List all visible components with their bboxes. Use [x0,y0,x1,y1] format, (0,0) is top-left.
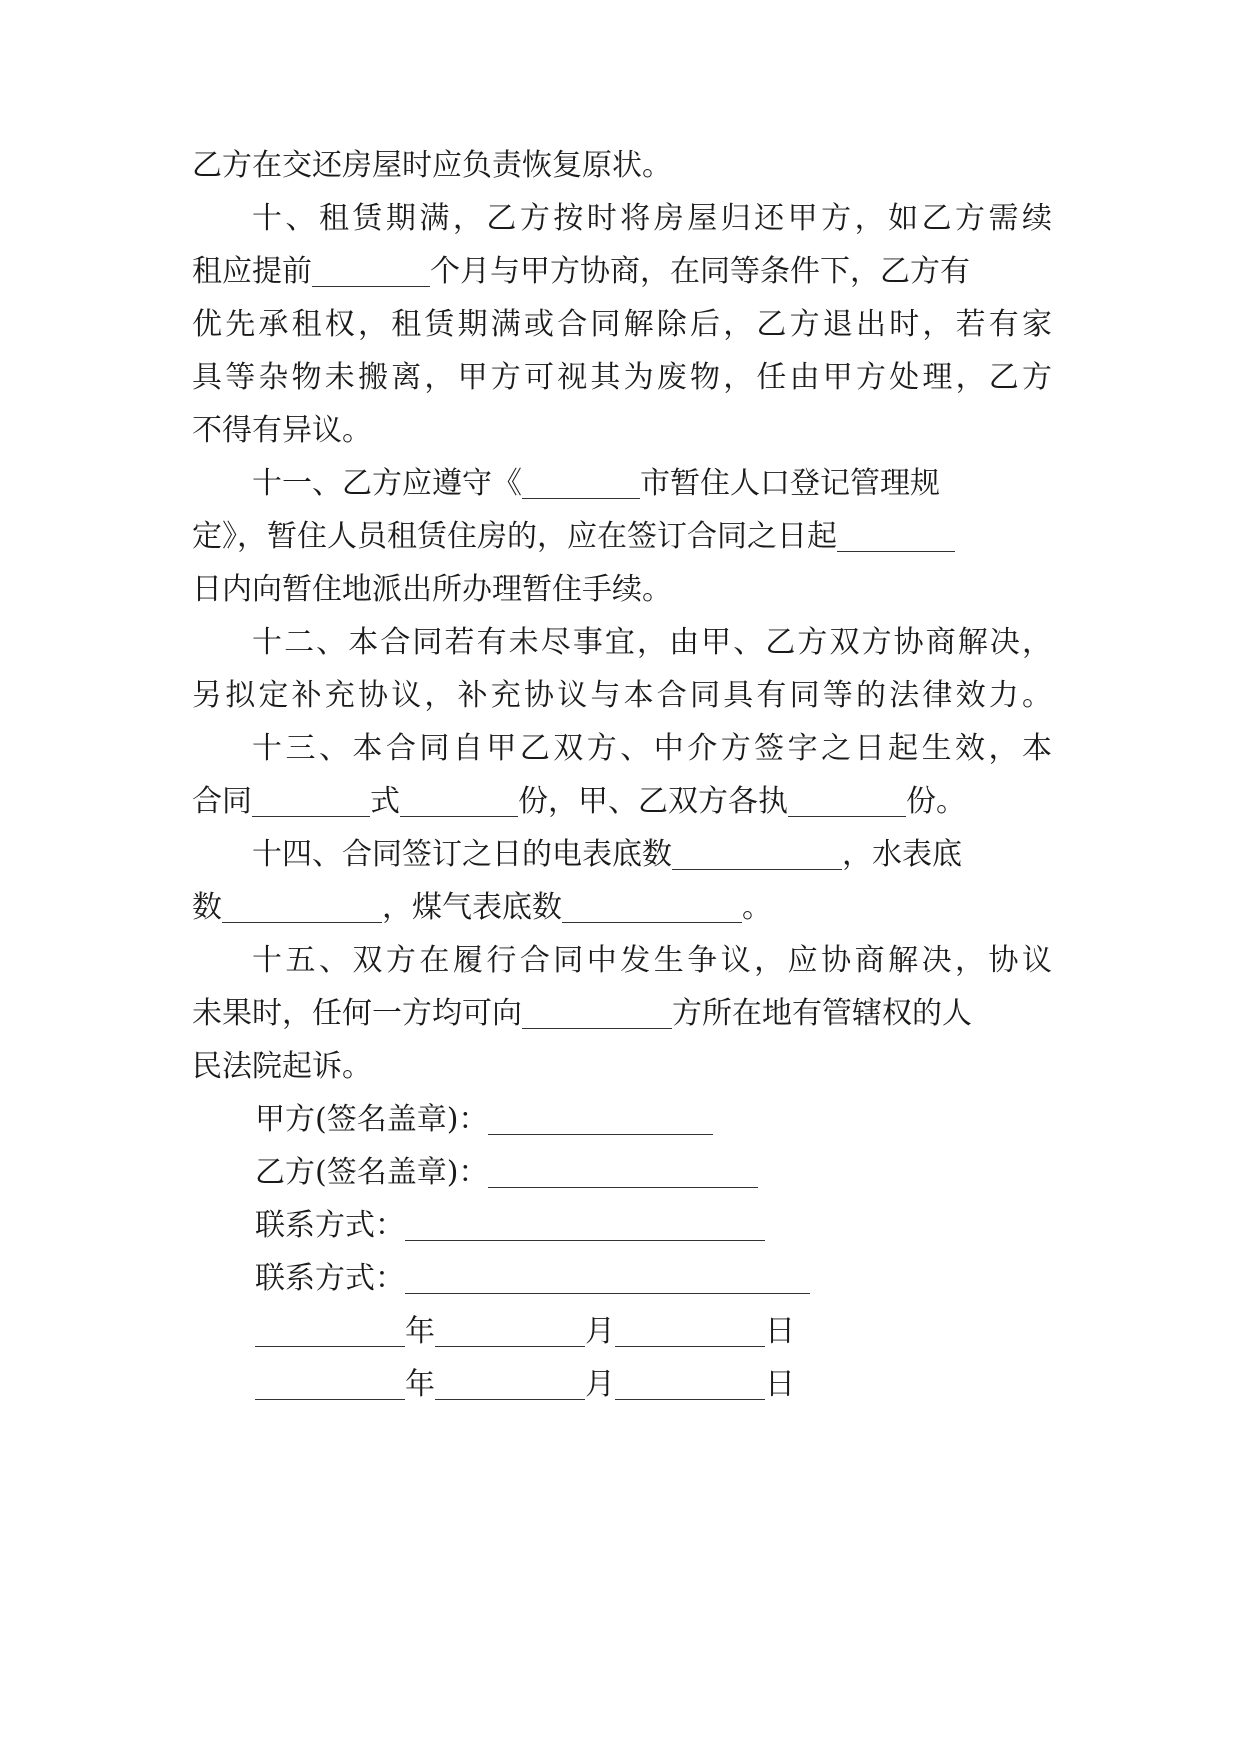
blank-water-meter [222,886,382,923]
clause-15-line-2: 未果时，任何一方均可向 方所在地有管辖权的人 [192,985,1052,1043]
blank-copies-total [400,780,518,817]
contact-1-field [405,1204,765,1241]
line-restore: 乙方在交还房屋时应负责恢复原状。 [192,148,672,183]
date-line-1: 年 月 日 [255,1303,1055,1361]
blank-day [615,1310,765,1347]
blank-copies-each [788,780,906,817]
clause-10-line-5: 不得有异议。 [192,413,372,448]
clause-12-line-1: 十二、本合同若有未尽事宜，由甲、乙方双方协商解决， [252,625,1052,660]
clause-11-line-1: 十一、乙方应遵守《 市暂住人口登记管理规 [252,455,1052,513]
blank-months [312,250,430,287]
party-b-signature: 乙方(签名盖章)： [255,1144,1055,1202]
clause-12-line-2: 另拟定补充协议，补充协议与本合同具有同等的法律效力。 [192,678,1052,713]
party-a-signature-field [488,1098,713,1135]
party-b-signature-field [488,1151,758,1188]
clause-10-line-1: 十、租赁期满，乙方按时将房屋归还甲方，如乙方需续 [252,201,1052,236]
clause-14-line-1: 十四、合同签订之日的电表底数 ，水表底 [252,826,1052,884]
blank-city [522,462,640,499]
blank-month [435,1363,585,1400]
blank-gas-meter [562,886,742,923]
clause-13-line-1: 十三、本合同自甲乙双方、中介方签字之日起生效，本 [252,731,1052,766]
clause-13-line-2: 合同 式 份，甲、乙双方各执 份。 [192,773,1052,831]
blank-year [255,1363,405,1400]
clause-15-line-3: 民法院起诉。 [192,1049,372,1084]
clause-10-line-4: 具等杂物未搬离，甲方可视其为废物，任由甲方处理，乙方 [192,360,1052,395]
contact-2-field [405,1257,810,1294]
blank-party-location [522,992,672,1029]
blank-electric-meter [672,833,842,870]
clause-11-line-2: 定》，暂住人员租赁住房的，应在签订合同之日起 [192,508,1052,566]
clause-11-line-3: 日内向暂住地派出所办理暂住手续。 [192,572,672,607]
contact-2: 联系方式： [255,1250,1055,1308]
blank-day [615,1363,765,1400]
date-line-2: 年 月 日 [255,1356,1055,1414]
blank-year [255,1310,405,1347]
clause-10-line-2: 租应提前 个月与甲方协商，在同等条件下，乙方有 [192,243,1052,301]
clause-14-line-2: 数 ，煤气表底数 。 [192,879,1052,937]
contact-1: 联系方式： [255,1197,1055,1255]
party-a-signature: 甲方(签名盖章)： [255,1091,1055,1149]
blank-days [837,515,955,552]
clause-10-line-3: 优先承租权，租赁期满或合同解除后，乙方退出时，若有家 [192,307,1052,342]
blank-copies-form [252,780,370,817]
clause-15-line-1: 十五、双方在履行合同中发生争议，应协商解决，协议 [252,943,1052,978]
blank-month [435,1310,585,1347]
